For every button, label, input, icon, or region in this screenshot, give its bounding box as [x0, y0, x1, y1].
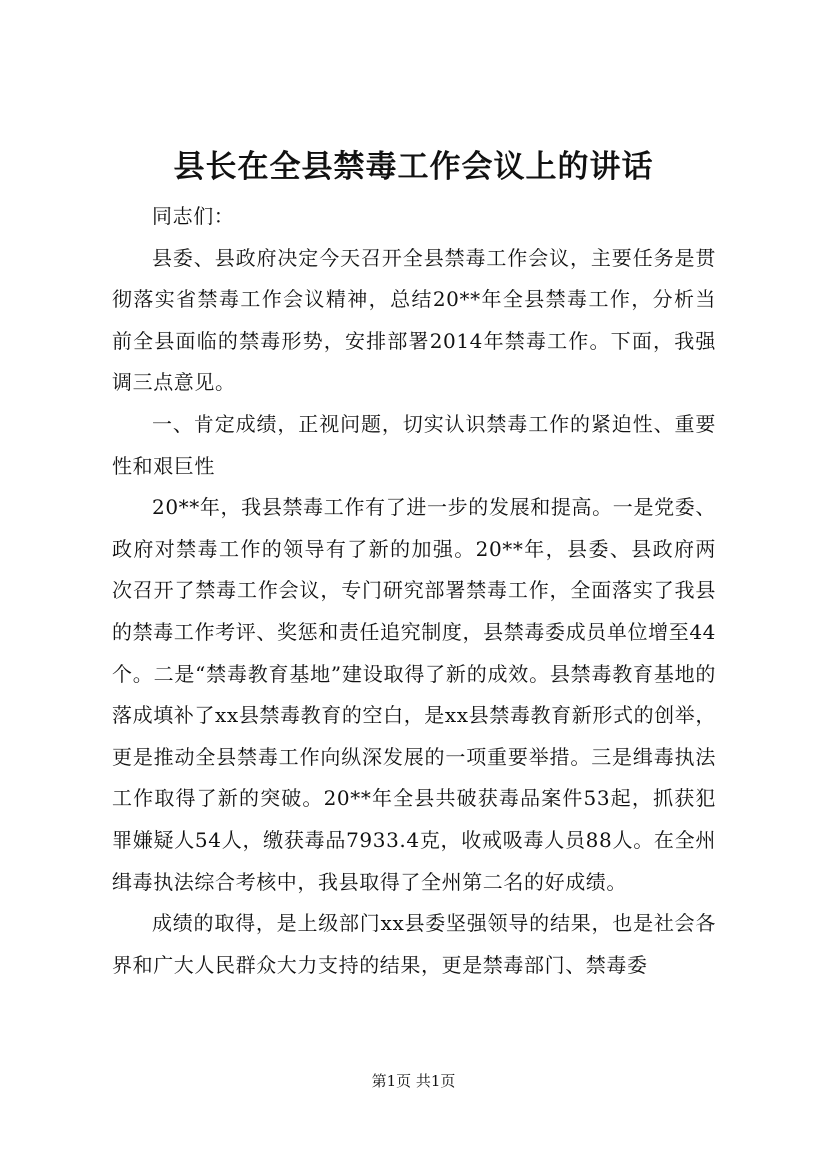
document-body	[112, 196, 716, 986]
document-title: 县长在全县禁毒工作会议上的讲话	[173, 149, 654, 185]
salutation-paragraph: 同志们：	[152, 204, 235, 228]
achievements-paragraph: 20**年，我县禁毒工作有了进一步的发展和提高。一是党委、政府对禁毒工作的领导有了新的加强。20**年，县委、县政府两次召开了禁毒工作会议，专门研究部署禁毒工作，全面落实了我县的禁毒工作考评、奖惩和责任追究制度，县禁毒委成员单位增至44个。二是“禁毒教育基地”建设取得了新的成效。县禁毒教育基地的落成填补了xx县禁毒教育的空白，是xx县禁毒教育新形式的创举，更是推动全县禁毒工作向纵深发展的一项重要举措。三是缉毒执法工作取得了新的突破。20**年全县共破获毒品案件53起，抓获犯罪嫌疑人54人，缴获毒品7933.4克，收戒吸毒人员88人。在全州缉毒执法综合考核中，我县取得了全州第二名的好成绩。	[112, 495, 716, 894]
section-heading-1: 一、肯定成绩，正视问题，切实认识禁毒工作的紧迫性、重要性和艰巨性	[112, 411, 716, 478]
page-footer: 第1页 共1页	[371, 1072, 456, 1090]
intro-paragraph: 县委、县政府决定今天召开全县禁毒工作会议，主要任务是贯彻落实省禁毒工作会议精神，总结20**年全县禁毒工作，分析当前全县面临的禁毒形势，安排部署2014年禁毒工作。下面，我强调三点意见。	[112, 245, 716, 395]
results-paragraph: 成绩的取得，是上级部门xx县委坚强领导的结果，也是社会各界和广大人民群众大力支持的结果，更是禁毒部门、禁毒委	[112, 911, 716, 977]
